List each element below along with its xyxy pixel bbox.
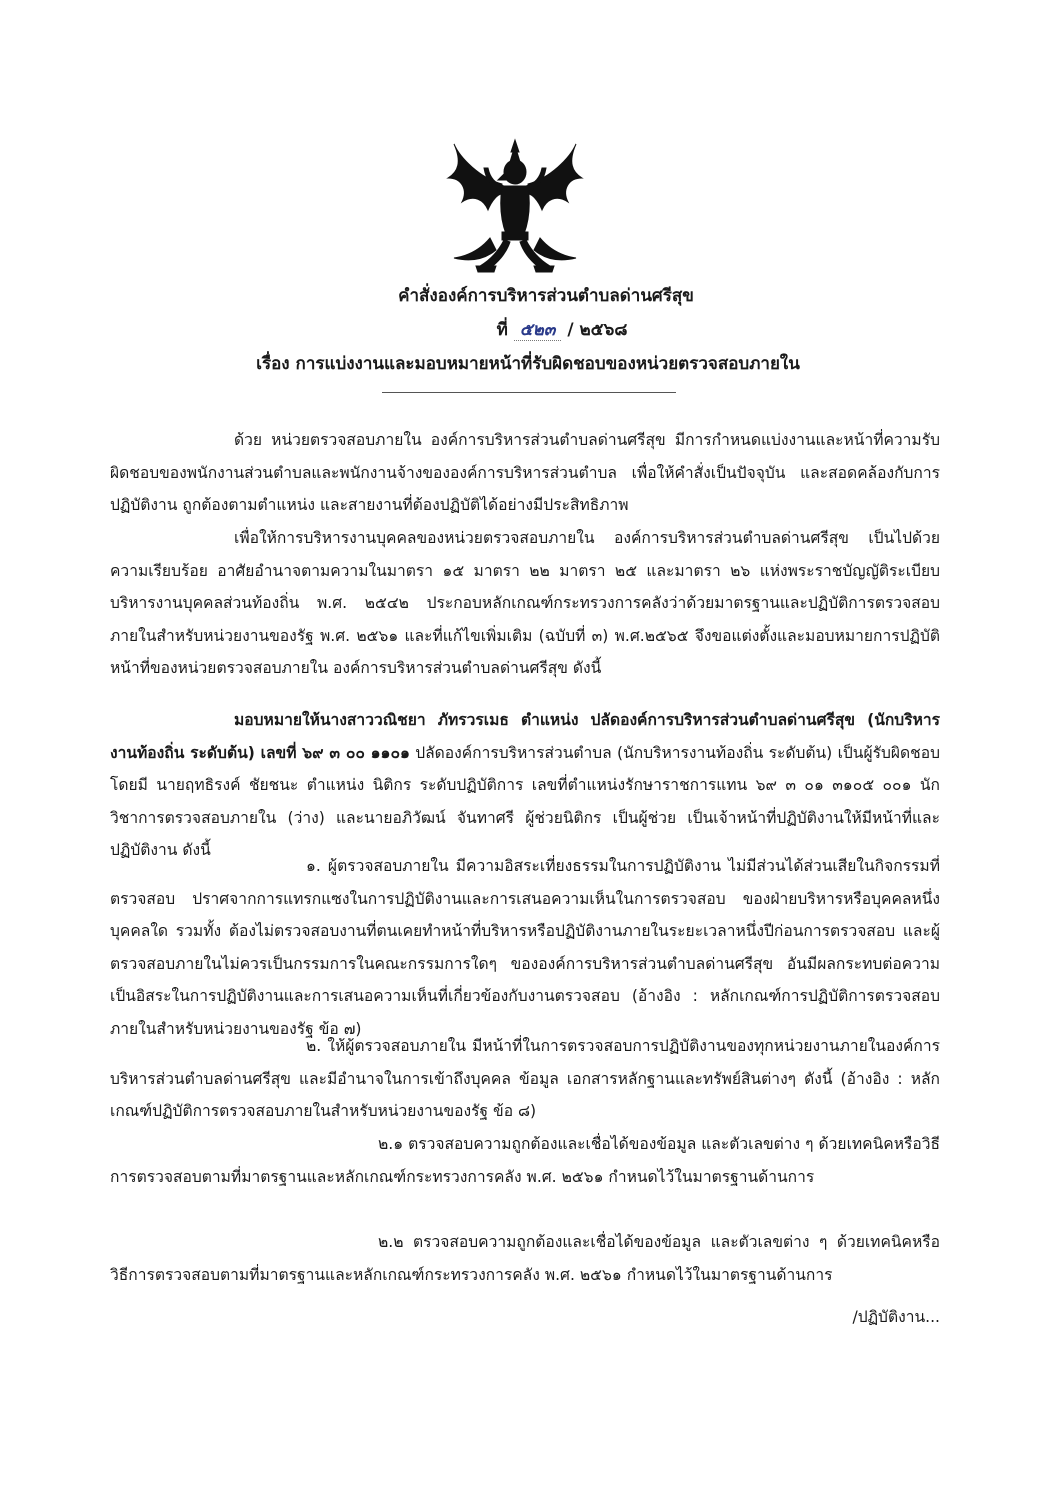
order-number-prefix: ที่ <box>496 320 508 340</box>
paragraph-assignment <box>110 704 940 867</box>
duty-item-2-2: ๒.๒ ตรวจสอบความถูกต้องและเชื่อได้ของข้อมูล และตัวเลขต่าง ๆ ด้วยเทคนิคหรือวิธีการตรวจสอบตามที่มาตรฐานและหลักเกณฑ์กระทรวงการคลัง พ.ศ. ๒๕๖๑ กำหนดไว้ในมาตรฐานด้านการ <box>110 1233 940 1284</box>
duty-item-2-1: ๒.๑ ตรวจสอบความถูกต้องและเชื่อได้ของข้อมูล และตัวเลขต่าง ๆ ด้วยเทคนิคหรือวิธีการตรวจสอบตามที่มาตรฐานและหลักเกณฑ์กระทรวงการคลัง พ.ศ. ๒๕๖๑ กำหนดไว้ในมาตรฐานด้านการ <box>110 1135 940 1186</box>
duty-item-2: ๒. ให้ผู้ตรวจสอบภายใน มีหน้าที่ในการตรวจสอบการปฏิบัติงานของทุกหน่วยงานภายในองค์การบริหารส่วนตำบลด่านศรีสุข และมีอำนาจในการเข้าถึงบุคคล ข้อมูล เอกสารหลักฐานและทรัพย์สินต่างๆ ดังนี้ (อ้างอิง : หลักเกณฑ์ปฏิบัติการตรวจสอบภายในสำหรับหน่วยงานของรัฐ ข้อ ๘) <box>110 1037 940 1121</box>
assignment-rest-text: ปลัดองค์การบริหารส่วนตำบล (นักบริหารงานท้องถิ่น ระดับต้น) เป็นผู้รับผิดชอบ โดยมี นายฤทธิรงค์ ชัยชนะ ตำแหน่ง นิติกร ระดับปฏิบัติการ เลขที่ตำแหน่งรักษาราชการแทน ๖๙ ๓ ๐๑ ๓๑๐๕ ๐๐๑ นักวิชาการตรวจสอบภายใน (ว่าง) และนายอภิวัฒน์ จันทาศรี ผู้ช่วยนิติกร เป็นผู้ช่วย เป็นเจ้าหน้าที่ปฏิบัติงานให้มีหน้าที่และปฏิบัติงาน ดังนี้ <box>110 743 940 860</box>
order-number-year: / ๒๕๖๘ <box>567 320 628 340</box>
duty-item-1: ๑. ผู้ตรวจสอบภายใน มีความอิสระเที่ยงธรรมในการปฏิบัติงาน ไม่มีส่วนได้ส่วนเสียในกิจกรรมที่ตรวจสอบ ปราศจากการแทรกแซงในการปฏิบัติงานและการเสนอความเห็นในการตรวจสอบ ของฝ่ายบริหารหรือบุคคลหนึ่งบุคคลใด รวมทั้ง ต้องไม่ตรวจสอบงานที่ตนเคยทำหน้าที่บริหารหรือปฏิบัติงานภายในระยะเวลาหนึ่งปีก่อนการตรวจสอบ และผู้ตรวจสอบภายในไม่ควรเป็นกรรมการในคณะกรรมการใดๆ ขององค์การบริหารส่วนตำบลด่านศรีสุข อันมีผลกระทบต่อความเป็นอิสระในการปฏิบัติงานและการเสนอความเห็นที่เกี่ยวข้องกับงานตรวจสอบ (อ้างอิง : หลักเกณฑ์การปฏิบัติการตรวจสอบภายในสำหรับหน่วยงานของรัฐ ข้อ ๗) <box>110 857 940 1038</box>
header-divider <box>382 392 676 393</box>
order-title: คำสั่งองค์การบริหารส่วนตำบลด่านศรีสุข <box>398 286 694 306</box>
paragraph-authority: เพื่อให้การบริหารงานบุคคลของหน่วยตรวจสอบภายใน องค์การบริหารส่วนตำบลด่านศรีสุข เป็นไปด้วยความเรียบร้อย อาศัยอำนาจตามความในมาตรา ๑๕ มาตรา ๒๒ มาตรา ๒๕ และมาตรา ๒๖ แห่งพระราชบัญญัติระเบียบบริหารงานบุคคลส่วนท้องถิ่น พ.ศ. ๒๕๔๒ ประกอบหลักเกณฑ์กระทรวงการคลังว่าด้วยมาตรฐานและปฏิบัติการตรวจสอบภายในสำหรับหน่วยงานของรัฐ พ.ศ. ๒๕๖๑ และที่แก้ไขเพิ่มเติม (ฉบับที่ ๓) พ.ศ.๒๕๖๕ จึงขอแต่งตั้งและมอบหมายการปฏิบัติหน้าที่ของหน่วยตรวจสอบภายใน องค์การบริหารส่วนตำบลด่านศรีสุข ดังนี้ <box>110 529 940 678</box>
order-number-handwritten: ๕๒๓ <box>514 320 562 341</box>
continuation-marker: /ปฏิบัติงาน... <box>852 1308 940 1326</box>
paragraph-intro: ด้วย หน่วยตรวจสอบภายใน องค์การบริหารส่วนตำบลด่านศรีสุข มีการกำหนดแบ่งงานและหน้าที่ความรับผิดชอบของพนักงานส่วนตำบลและพนักงานจ้างขององค์การบริหารส่วนตำบล เพื่อให้คำสั่งเป็นปัจจุบัน และสอดคล้องกับการปฏิบัติงาน ถูกต้องตามตำแหน่ง และสายงานที่ต้องปฏิบัติได้อย่างมีประสิทธิภาพ <box>110 431 940 515</box>
assignment-bold-text: มอบหมายให้นางสาววณิชยา ภัทรวรเมธ ตำแหน่ง ปลัดองค์การบริหารส่วนตำบลด่านศรีสุข (นักบริหารงานท้องถิ่น ระดับต้น) เลขที่ ๖๙ ๓ ๐๐ ๑๑๐๑ <box>110 711 940 762</box>
order-number <box>40 316 1044 343</box>
order-subject: เรื่อง การแบ่งงานและมอบหมายหน้าที่รับผิดชอบของหน่วยตรวจสอบภายใน <box>256 354 800 374</box>
garuda-emblem-icon <box>440 138 590 278</box>
